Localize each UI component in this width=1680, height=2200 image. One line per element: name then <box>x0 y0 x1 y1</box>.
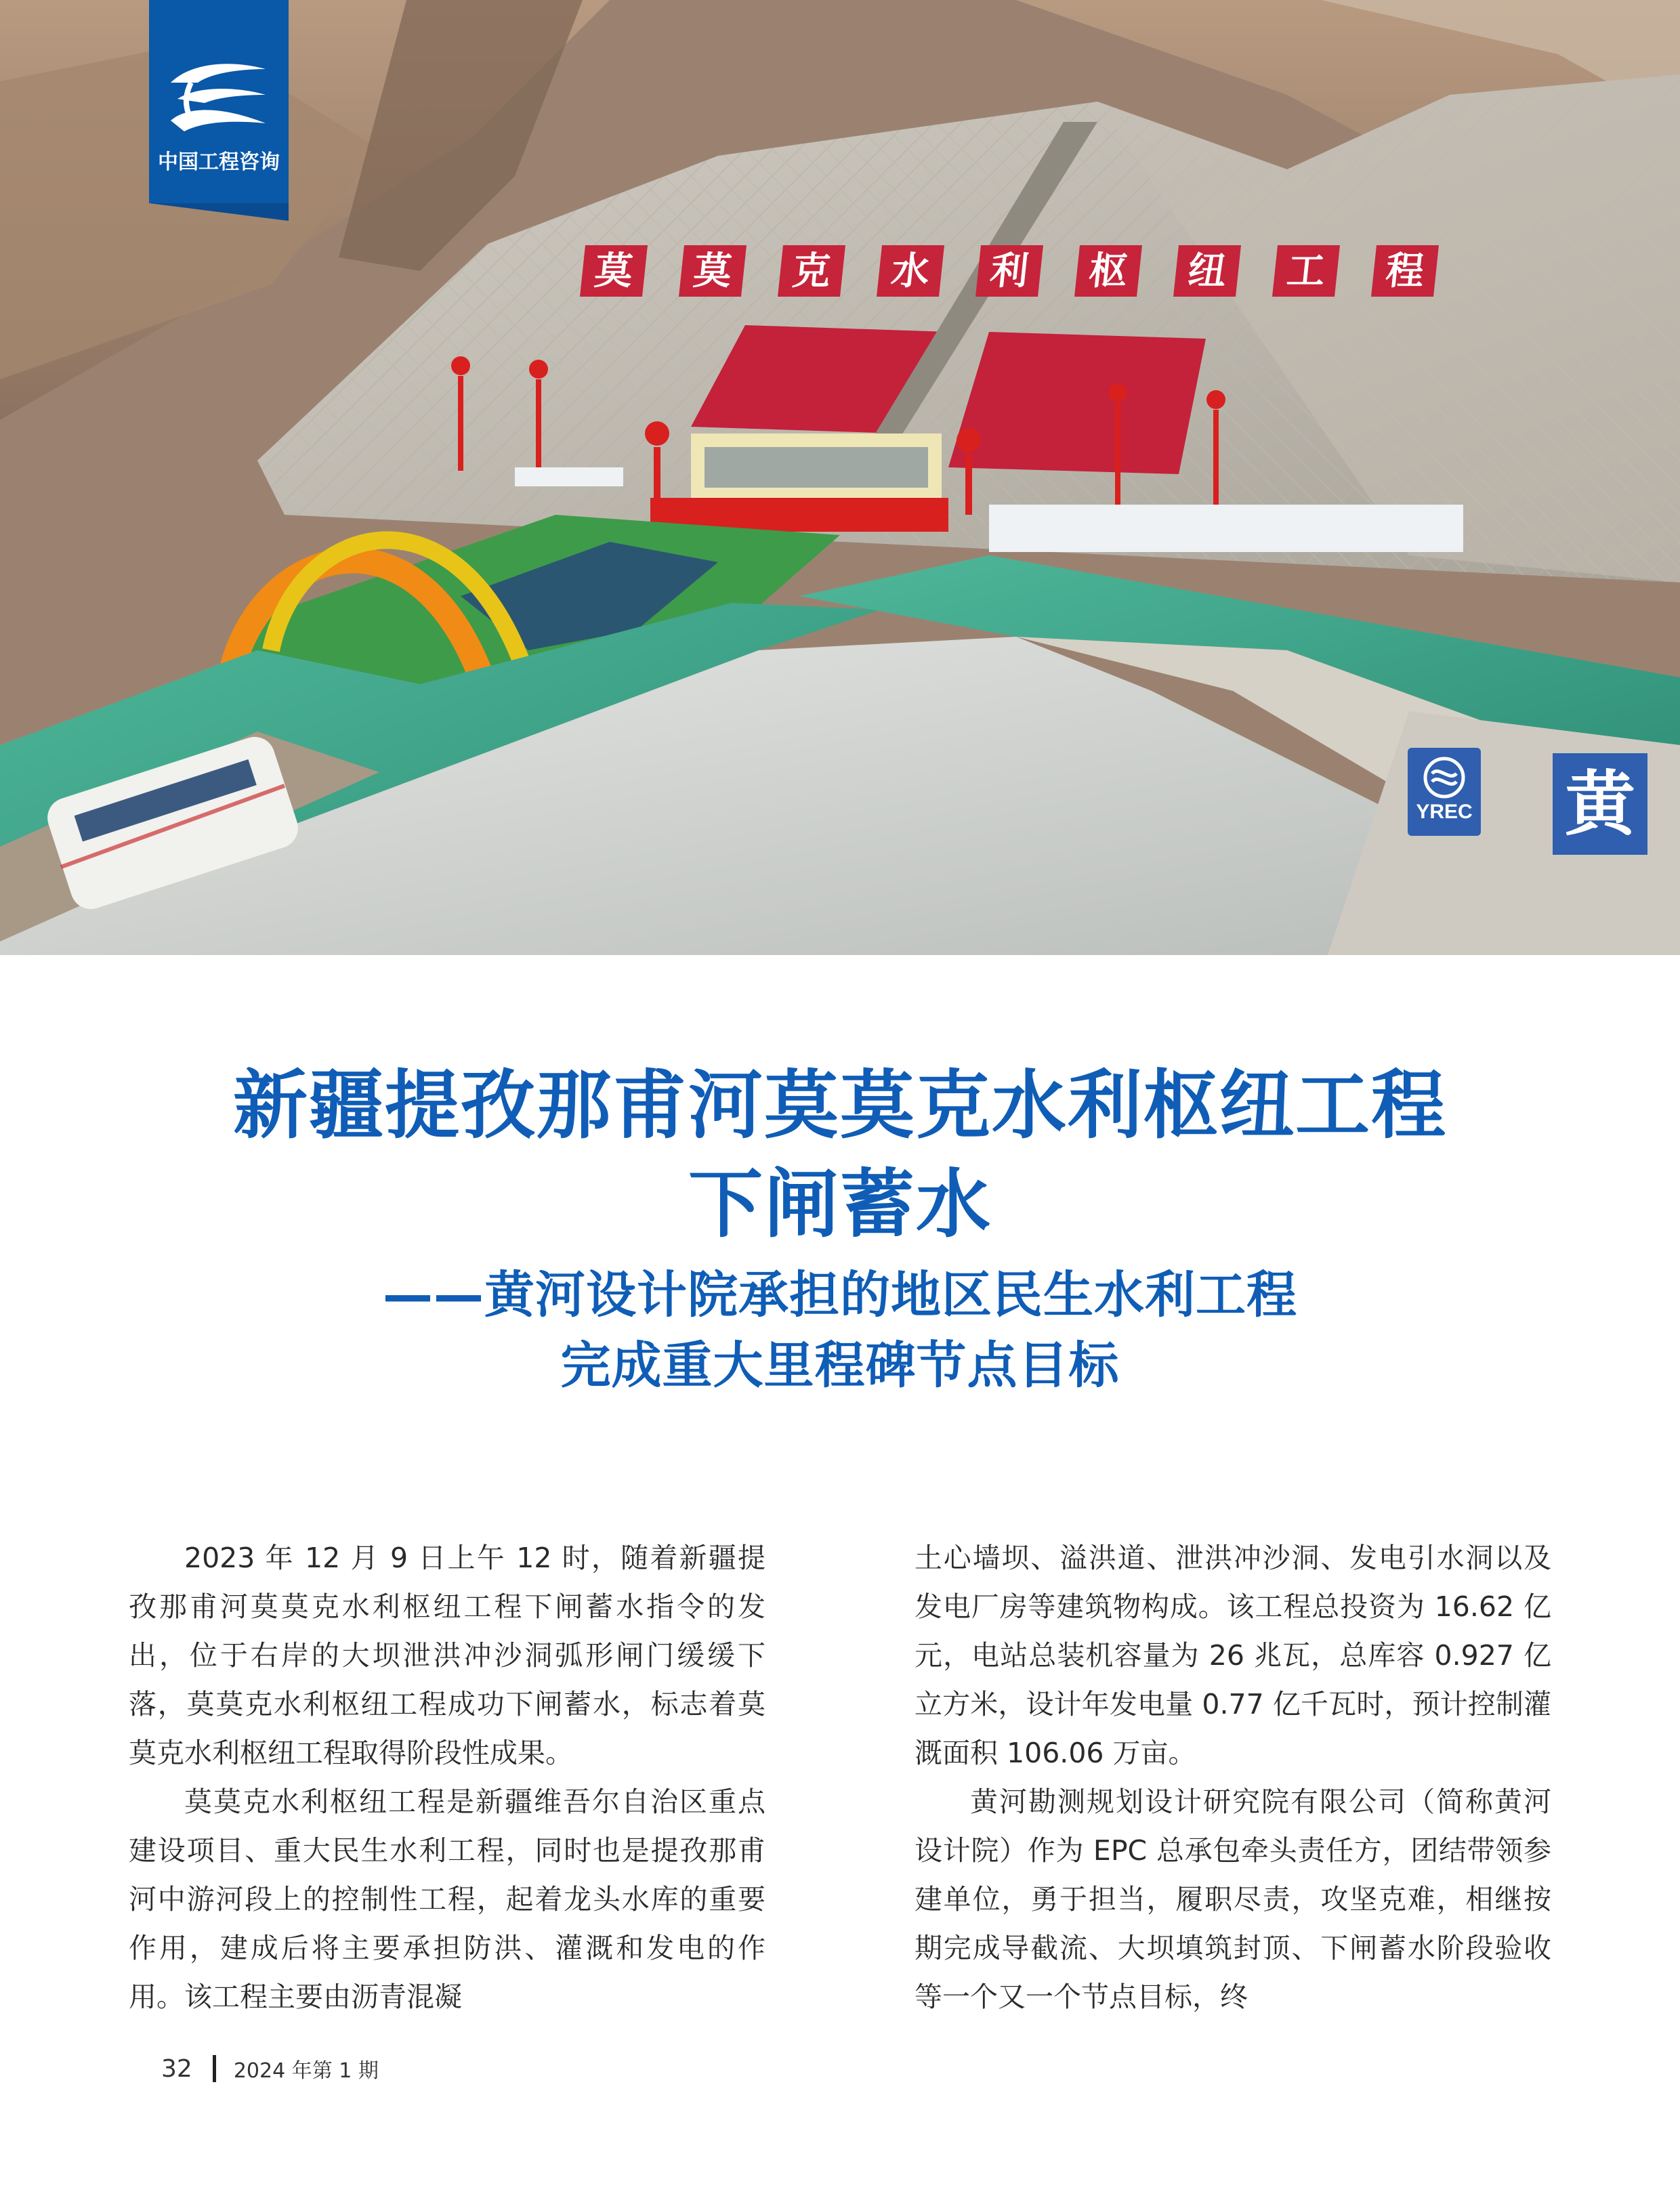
issue-label: 2024 年第 1 期 <box>233 2059 379 2083</box>
article-title-line1: 新疆提孜那甫河莫莫克水利枢纽工程 <box>233 1062 1447 1149</box>
dam-letter: 利 <box>975 245 1043 297</box>
body-paragraph: 2023 年 12 月 9 日上午 12 时，随着新疆提孜那甫河莫莫克水利枢纽工程下闸蓄水指令的发出，位于右岸的大坝泄洪冲沙洞弧形闸门缓缓下落，莫莫克水利枢纽工程成功下闸蓄水，标志着莫莫克水利枢纽工程取得阶段性成果。 <box>129 1542 765 1769</box>
magazine-logo-tab <box>149 0 289 203</box>
page-number: 32 <box>161 2054 192 2083</box>
yrec-label: YREC <box>1416 801 1473 823</box>
article-subtitle-line2: 完成重大里程碑节点目标 <box>560 1336 1120 1395</box>
huang-sign: 黄 <box>1553 753 1647 855</box>
yrec-sign <box>1408 748 1481 836</box>
dam-letter: 莫 <box>580 245 648 297</box>
footer-divider <box>213 2055 216 2082</box>
body-paragraph: 莫莫克水利枢纽工程是新疆维吾尔自治区重点建设项目、重大民生水利工程，同时也是提孜那甫河中游河段上的控制性工程，起着龙头水库的重要作用，建成后将主要承担防洪、灌溉和发电的作用。该工程主要由沥青混凝 <box>129 1785 765 2013</box>
dam-letter: 程 <box>1371 245 1439 297</box>
dam-letter: 克 <box>778 245 845 297</box>
dam-letter: 纽 <box>1173 245 1241 297</box>
article-subtitle-line1: ——黄河设计院承担的地区民生水利工程 <box>383 1266 1297 1324</box>
page-footer <box>161 2052 379 2085</box>
dam-letter: 工 <box>1272 245 1340 297</box>
magazine-name: 中国工程咨询 <box>158 150 280 174</box>
body-paragraph: 土心墙坝、溢洪道、泄洪冲沙洞、发电引水洞以及发电厂房等建筑物构成。该工程总投资为 16.62 亿元，电站总装机容量为 26 兆瓦，总库容 0.927 亿立方米，设计年发电量 0.77 亿千瓦时，预计控制灌溉面积 106.06 万亩。 <box>915 1542 1551 1769</box>
body-paragraph: 黄河勘测规划设计研究院有限公司（简称黄河设计院）作为 EPC 总承包牵头责任方，团结带领参建单位，勇于担当，履职尽责，攻坚克难，相继按期完成导截流、大坝填筑封顶、下闸蓄水阶段验收等一个又一个节点目标，终 <box>915 1785 1551 2013</box>
dam-letter: 水 <box>877 245 944 297</box>
yrec-logo-icon <box>1423 756 1466 799</box>
article-title-line2: 下闸蓄水 <box>688 1161 992 1248</box>
body-column-right <box>915 1533 1551 2021</box>
dam-letter: 莫 <box>679 245 747 297</box>
dam-letter: 枢 <box>1074 245 1142 297</box>
stylized-e-wave-logo-icon <box>164 56 272 137</box>
dam-face-lettering <box>583 240 1436 301</box>
body-column-left <box>129 1533 765 2021</box>
